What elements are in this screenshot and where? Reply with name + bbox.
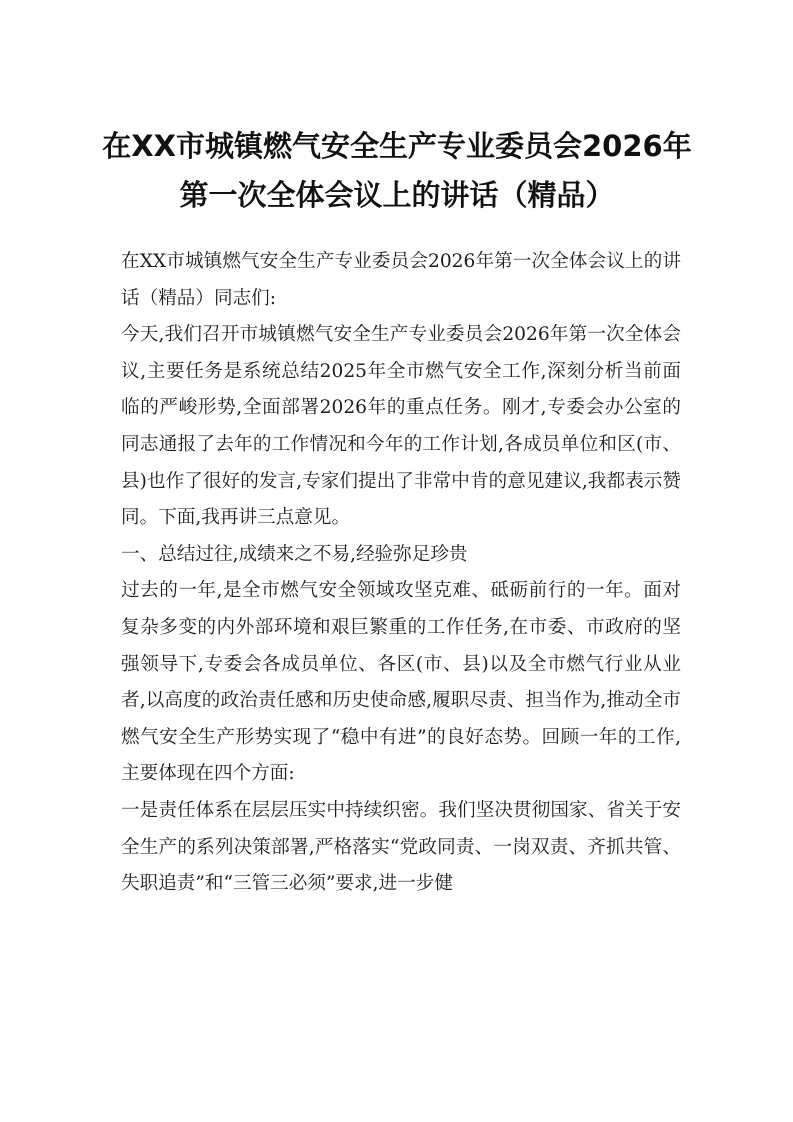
paragraph-introduction: 今天,我们召开市城镇燃气安全生产专业委员会2026年第一次全体会议,主要任务是系统总结2025年全市燃气安全工作,深刻分析当前面临的严峻形势,全面部署2026年的重点任务。刚才,专委会办公室的同志通报了去年的工作情况和今年的工作计划,各成员单位和区(市、县)也作了很好的发言,专家们提出了非常中肯的意见建议,我都表示赞同。下面,我再讲三点意见。 (121, 324, 681, 529)
section-heading-1: 一、总结过往,成绩来之不易,经验弥足珍贵 (121, 543, 468, 565)
paragraph-review: 过去的一年,是全市燃气安全领域攻坚克难、砥砺前行的一年。面对复杂多变的内外部环境和艰巨繁重的工作任务,在市委、市政府的坚强领导下,专委会各成员单位、各区(市、县)以及全市燃气行业从业者,以高度的政治责任感和历史使命感,履职尽责、担当作为,推动全市燃气安全生产形势实现了“稳中有进”的良好态势。回顾一年的工作,主要体现在四个方面: (121, 580, 681, 785)
paragraph-opening: 在XX市城镇燃气安全生产专业委员会2026年第一次全体会议上的讲话（精品）同志们: (121, 251, 681, 309)
document-title: 在XX市城镇燃气安全生产专业委员会2026年第一次全体会议上的讲话（精品） (102, 129, 692, 212)
document-body (121, 244, 681, 903)
paragraph-point-one: 一是责任体系在层层压实中持续织密。我们坚决贯彻国家、省关于安全生产的系列决策部署,严格落实“党政同责、一岗双责、齐抓共管、失职追责”和“三管三必须”要求,进一步健 (121, 799, 681, 895)
